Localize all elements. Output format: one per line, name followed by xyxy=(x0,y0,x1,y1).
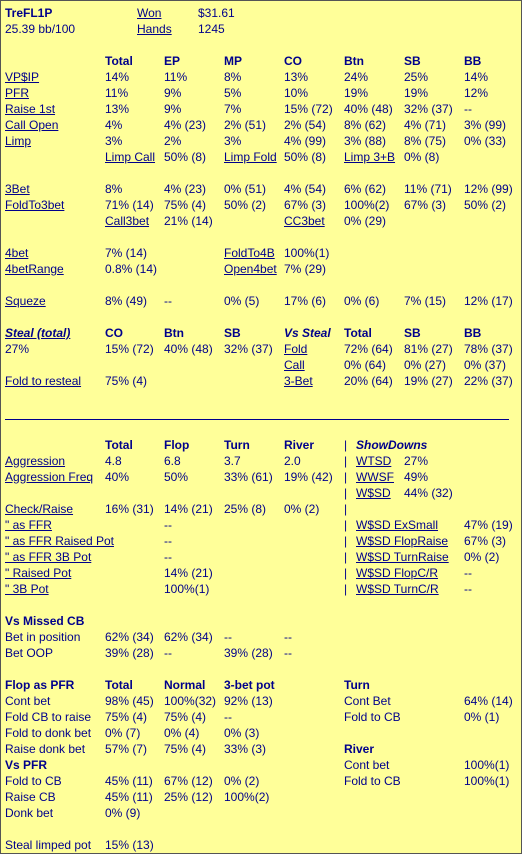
steal-total-link[interactable]: Steal (total) xyxy=(5,326,71,340)
table-cell: -- xyxy=(164,550,172,564)
open4bet-value: 7% (29) xyxy=(284,262,327,276)
vs-steal-3-bet-link[interactable]: 3-Bet xyxy=(284,374,313,388)
limp-3b-link[interactable]: Limp 3+B xyxy=(344,150,396,164)
fold-to-cb-label: Fold to CB xyxy=(5,774,62,788)
as-ffr-raised-pot-link[interactable]: " as FFR Raised Pot xyxy=(5,534,114,548)
table-cell: 9% xyxy=(164,102,182,116)
table-cell: 7% (15) xyxy=(404,294,447,308)
vp-ip-link[interactable]: VP$IP xyxy=(5,70,40,84)
table-cell: 47% (19) xyxy=(464,518,513,532)
cc3bet-value: 0% (29) xyxy=(344,214,387,228)
table-cell: 22% (37) xyxy=(464,374,513,388)
table-cell: 32% (37) xyxy=(404,102,453,116)
table-cell: -- xyxy=(164,534,172,548)
table-cell: 5% xyxy=(224,86,242,100)
table-cell: 40% (48) xyxy=(344,102,393,116)
table-cell: 33% (3) xyxy=(224,742,267,756)
flop-pfr-header-total: Total xyxy=(105,678,133,692)
call3bet-value: 21% (14) xyxy=(164,214,213,228)
table-cell: 8% (75) xyxy=(404,134,447,148)
river-title: River xyxy=(344,742,375,756)
table-cell: 10% xyxy=(284,86,309,100)
w-sd-flopc-r-link[interactable]: W$SD FlopC/R xyxy=(356,566,439,580)
steal-header-co: CO xyxy=(105,326,123,340)
table-cell: 15% (72) xyxy=(284,102,333,116)
steal-limped-value: 15% (13) xyxy=(105,838,154,852)
wwsf-link[interactable]: WWSF xyxy=(356,470,394,484)
winrate: 25.39 bb/100 xyxy=(5,22,76,36)
won-value: $31.61 xyxy=(198,6,235,20)
w-sd-turnraise-link[interactable]: W$SD TurnRaise xyxy=(356,550,449,564)
check-raise-link[interactable]: Check/Raise xyxy=(5,502,74,516)
table-cell: -- xyxy=(164,294,172,308)
table-cell: -- xyxy=(284,630,292,644)
vs-steal-title: Vs Steal xyxy=(284,326,331,340)
bet-in-position-label: Bet in position xyxy=(5,630,81,644)
player-name: TreFL1P xyxy=(5,6,53,20)
steal-header-btn: Btn xyxy=(164,326,184,340)
table-cell: 2% xyxy=(164,134,182,148)
call-open-link[interactable]: Call Open xyxy=(5,118,59,132)
table-cell: 8% xyxy=(224,70,242,84)
table-cell: 14% xyxy=(464,70,489,84)
table-cell: 64% (14) xyxy=(464,694,513,708)
limp-link[interactable]: Limp xyxy=(5,134,32,148)
column-separator: | xyxy=(344,534,348,548)
table-cell: 12% xyxy=(464,86,489,100)
vs-steal-fold-link[interactable]: Fold xyxy=(284,342,308,356)
table-cell: -- xyxy=(284,646,292,660)
table-cell: 0% (2) xyxy=(284,502,320,516)
table-cell: 4% (23) xyxy=(164,118,207,132)
column-separator: | xyxy=(344,502,348,516)
post-header-river: River xyxy=(284,438,315,452)
3b-pot-link[interactable]: " 3B Pot xyxy=(5,582,49,596)
table-cell: 0% (4) xyxy=(164,726,200,740)
table-cell: 50% (2) xyxy=(464,198,507,212)
table-cell: 0% (5) xyxy=(224,294,260,308)
table-cell: 78% (37) xyxy=(464,342,513,356)
table-cell: 6% (62) xyxy=(344,182,387,196)
fourbet-range-link[interactable]: 4betRange xyxy=(5,262,64,276)
fourbet-value: 7% (14) xyxy=(105,246,148,260)
flop-pfr-header-3bet: 3-bet pot xyxy=(224,678,275,692)
table-cell: -- xyxy=(464,102,472,116)
table-cell: 100%(1) xyxy=(464,758,510,772)
steal-limped-label: Steal limped pot xyxy=(5,838,92,852)
won-link[interactable]: Won xyxy=(137,6,162,20)
table-cell: 33% (61) xyxy=(224,470,273,484)
table-cell: 100%(32) xyxy=(164,694,217,708)
table-cell: 27% xyxy=(404,454,429,468)
table-cell: 0% (51) xyxy=(224,182,267,196)
w-sd-exsmall-link[interactable]: W$SD ExSmall xyxy=(356,518,439,532)
steal-btn-value: 40% (48) xyxy=(164,342,213,356)
table-cell: 100%(1) xyxy=(164,582,210,596)
table-cell: 4% (23) xyxy=(164,182,207,196)
table-cell: 71% (14) xyxy=(105,198,154,212)
col-header-ep: EP xyxy=(164,54,181,68)
col-header-bb: BB xyxy=(464,54,482,68)
table-cell: 100%(2) xyxy=(224,790,270,804)
missed-cb-title: Vs Missed CB xyxy=(5,614,85,628)
table-cell: 75% (4) xyxy=(105,710,148,724)
table-cell: 81% (27) xyxy=(404,342,453,356)
table-cell: 0% (27) xyxy=(404,358,447,372)
squeeze-link[interactable]: Squeze xyxy=(5,294,46,308)
table-cell: 57% (7) xyxy=(105,742,148,756)
table-cell: 45% (11) xyxy=(105,774,153,788)
table-cell: 14% xyxy=(105,70,130,84)
table-cell: 6.8 xyxy=(164,454,181,468)
table-cell: 40% xyxy=(105,470,130,484)
table-cell: 11% xyxy=(105,86,129,100)
table-cell: 0% (7) xyxy=(105,726,141,740)
turn-cont-bet-label: Cont Bet xyxy=(344,694,391,708)
table-cell: 67% (12) xyxy=(164,774,213,788)
table-cell: -- xyxy=(224,630,232,644)
table-cell: 3.7 xyxy=(224,454,241,468)
fold-to-donk-bet-label: Fold to donk bet xyxy=(5,726,92,740)
col-header-mp: MP xyxy=(224,54,242,68)
table-cell: 11% (71) xyxy=(404,182,452,196)
table-cell: 19% xyxy=(344,86,369,100)
table-cell: 0% (37) xyxy=(464,358,507,372)
table-cell: 0% (3) xyxy=(224,726,260,740)
table-cell: 2% (54) xyxy=(284,118,327,132)
wtsd-link[interactable]: WTSD xyxy=(356,454,392,468)
steal-co-value: 15% (72) xyxy=(105,342,154,356)
table-cell: -- xyxy=(464,566,472,580)
table-cell: 62% (34) xyxy=(105,630,154,644)
table-cell: 39% (28) xyxy=(224,646,273,660)
section-divider xyxy=(5,419,509,420)
table-cell: 0% (1) xyxy=(464,710,500,724)
limp-call-link[interactable]: Limp Call xyxy=(105,150,156,164)
table-cell: 75% (4) xyxy=(164,198,207,212)
3bet-link[interactable]: 3Bet xyxy=(5,182,30,196)
table-cell: -- xyxy=(164,518,172,532)
table-cell: 3% xyxy=(224,134,242,148)
table-cell: 8% (62) xyxy=(344,118,387,132)
foldto4b-link[interactable]: FoldTo4B xyxy=(224,246,275,260)
table-cell: 13% xyxy=(105,102,130,116)
table-cell: 19% (27) xyxy=(404,374,453,388)
table-cell: 20% (64) xyxy=(344,374,393,388)
w-sd-flopraise-link[interactable]: W$SD FlopRaise xyxy=(356,534,449,548)
turn-title: Turn xyxy=(344,678,370,692)
table-cell: 45% (11) xyxy=(105,790,153,804)
table-cell: 14% (21) xyxy=(164,566,213,580)
limp-fold-value: 50% (8) xyxy=(284,150,327,164)
vs-steal-header-sb: SB xyxy=(404,326,421,340)
table-cell: 4.8 xyxy=(105,454,122,468)
table-cell: 25% (8) xyxy=(224,502,267,516)
col-header-total: Total xyxy=(105,54,133,68)
col-header-sb: SB xyxy=(404,54,421,68)
table-cell: 44% (32) xyxy=(404,486,453,500)
raised-pot-link[interactable]: " Raised Pot xyxy=(5,566,72,580)
table-cell: 4% xyxy=(105,118,123,132)
table-cell: 49% xyxy=(404,470,429,484)
foldto3bet-link[interactable]: FoldTo3bet xyxy=(5,198,65,212)
open4bet-link[interactable]: Open4bet xyxy=(224,262,277,276)
table-cell: 25% (12) xyxy=(164,790,213,804)
table-cell: 12% (17) xyxy=(464,294,513,308)
w-sd-turnc-r-link[interactable]: W$SD TurnC/R xyxy=(356,582,439,596)
table-cell: 2% (51) xyxy=(224,118,267,132)
steal-header-sb: SB xyxy=(224,326,241,340)
call3bet-link[interactable]: Call3bet xyxy=(105,214,150,228)
table-cell: 13% xyxy=(284,70,309,84)
table-cell: 25% xyxy=(404,70,429,84)
col-header-co: CO xyxy=(284,54,302,68)
column-separator: | xyxy=(344,454,348,468)
bet-oop-label: Bet OOP xyxy=(5,646,54,660)
limp-fold-link[interactable]: Limp Fold xyxy=(224,150,277,164)
raise-cb-label: Raise CB xyxy=(5,790,56,804)
table-cell: 17% (6) xyxy=(284,294,327,308)
table-cell: 9% xyxy=(164,86,182,100)
river-cont-bet-label: Cont bet xyxy=(344,758,390,772)
fold-resteal-link[interactable]: Fold to resteal xyxy=(5,374,82,388)
table-cell: 62% (34) xyxy=(164,630,213,644)
table-cell: 100%(1) xyxy=(464,774,510,788)
table-cell: 11% xyxy=(164,70,188,84)
limp-call-value: 50% (8) xyxy=(164,150,207,164)
fourbet-range-value: 0.8% (14) xyxy=(105,262,158,276)
fold-resteal-value: 75% (4) xyxy=(105,374,148,388)
table-cell: 0% (64) xyxy=(344,358,387,372)
pfr-link[interactable]: PFR xyxy=(5,86,29,100)
vs-pfr-title: Vs PFR xyxy=(5,758,48,772)
cont-bet-label: Cont bet xyxy=(5,694,51,708)
table-cell: 3% xyxy=(105,134,123,148)
table-cell: 19% xyxy=(404,86,429,100)
table-cell: 4% (54) xyxy=(284,182,327,196)
vs-steal-header-total: Total xyxy=(344,326,372,340)
table-cell: -- xyxy=(224,710,232,724)
table-cell: 0% (2) xyxy=(464,550,500,564)
raise-donk-bet-label: Raise donk bet xyxy=(5,742,86,756)
vs-steal-header-bb: BB xyxy=(464,326,482,340)
table-cell: 92% (13) xyxy=(224,694,273,708)
table-cell: 4% (99) xyxy=(284,134,327,148)
table-cell: 75% (4) xyxy=(164,742,207,756)
column-separator: | xyxy=(344,550,348,564)
column-separator: | xyxy=(344,566,348,580)
as-ffr-link[interactable]: " as FFR xyxy=(5,518,52,532)
turn-fold-to-cb-label: Fold to CB xyxy=(344,710,401,724)
steal-total-value: 27% xyxy=(5,342,30,356)
steal-sb-value: 32% (37) xyxy=(224,342,273,356)
cc3bet-link[interactable]: CC3bet xyxy=(284,214,325,228)
post-header-flop: Flop xyxy=(164,438,190,452)
column-separator: | xyxy=(344,582,348,596)
table-cell: 100%(2) xyxy=(344,198,390,212)
raise-1st-link[interactable]: Raise 1st xyxy=(5,102,56,116)
aggression-link[interactable]: Aggression xyxy=(5,454,66,468)
fold-cb-to-raise-label: Fold CB to raise xyxy=(5,710,92,724)
as-ffr-3b-pot-link[interactable]: " as FFR 3B Pot xyxy=(5,550,92,564)
table-cell: -- xyxy=(464,582,472,596)
table-cell: 19% (42) xyxy=(284,470,333,484)
w-sd-link[interactable]: W$SD xyxy=(356,486,391,500)
vs-steal-call-link[interactable]: Call xyxy=(284,358,305,372)
table-cell: 7% xyxy=(224,102,242,116)
table-cell: 50% xyxy=(164,470,189,484)
showdowns-title: ShowDowns xyxy=(356,438,428,452)
table-cell: 75% (4) xyxy=(164,710,207,724)
table-cell: 3% (88) xyxy=(344,134,387,148)
table-cell: 67% (3) xyxy=(404,198,447,212)
table-cell: 39% (28) xyxy=(105,646,154,660)
column-separator: | xyxy=(344,518,348,532)
table-cell: 0% (6) xyxy=(344,294,380,308)
post-header-turn: Turn xyxy=(224,438,250,452)
table-cell: 16% (31) xyxy=(105,502,154,516)
aggression-freq-link[interactable]: Aggression Freq xyxy=(5,470,94,484)
post-header-total: Total xyxy=(105,438,133,452)
table-cell: 98% (45) xyxy=(105,694,154,708)
table-cell: 50% (2) xyxy=(224,198,267,212)
table-cell: 72% (64) xyxy=(344,342,393,356)
column-separator: | xyxy=(344,438,348,452)
hands-value: 1245 xyxy=(198,22,225,36)
table-cell: 12% (99) xyxy=(464,182,513,196)
table-cell: -- xyxy=(164,646,172,660)
flop-pfr-header-normal: Normal xyxy=(164,678,206,692)
table-cell: 67% (3) xyxy=(284,198,327,212)
table-cell: 8% (49) xyxy=(105,294,148,308)
table-cell: 3% (99) xyxy=(464,118,507,132)
table-cell: 0% (2) xyxy=(224,774,260,788)
table-cell: 0% (33) xyxy=(464,134,507,148)
table-cell: 2.0 xyxy=(284,454,301,468)
table-cell: 67% (3) xyxy=(464,534,507,548)
table-cell: 14% (21) xyxy=(164,502,213,516)
table-cell: 24% xyxy=(344,70,369,84)
column-separator: | xyxy=(344,486,348,500)
table-cell: 0% (9) xyxy=(105,806,141,820)
col-header-btn: Btn xyxy=(344,54,364,68)
column-separator: | xyxy=(344,470,348,484)
flop-pfr-title: Flop as PFR xyxy=(5,678,75,692)
foldto4b-value: 100%(1) xyxy=(284,246,330,260)
donk-bet-label: Donk bet xyxy=(5,806,54,820)
river-fold-to-cb-label: Fold to CB xyxy=(344,774,401,788)
table-cell: 8% xyxy=(105,182,123,196)
fourbet-link[interactable]: 4bet xyxy=(5,246,29,260)
table-cell: 4% (71) xyxy=(404,118,447,132)
hands-link[interactable]: Hands xyxy=(137,22,172,36)
limp-3b-value: 0% (8) xyxy=(404,150,440,164)
